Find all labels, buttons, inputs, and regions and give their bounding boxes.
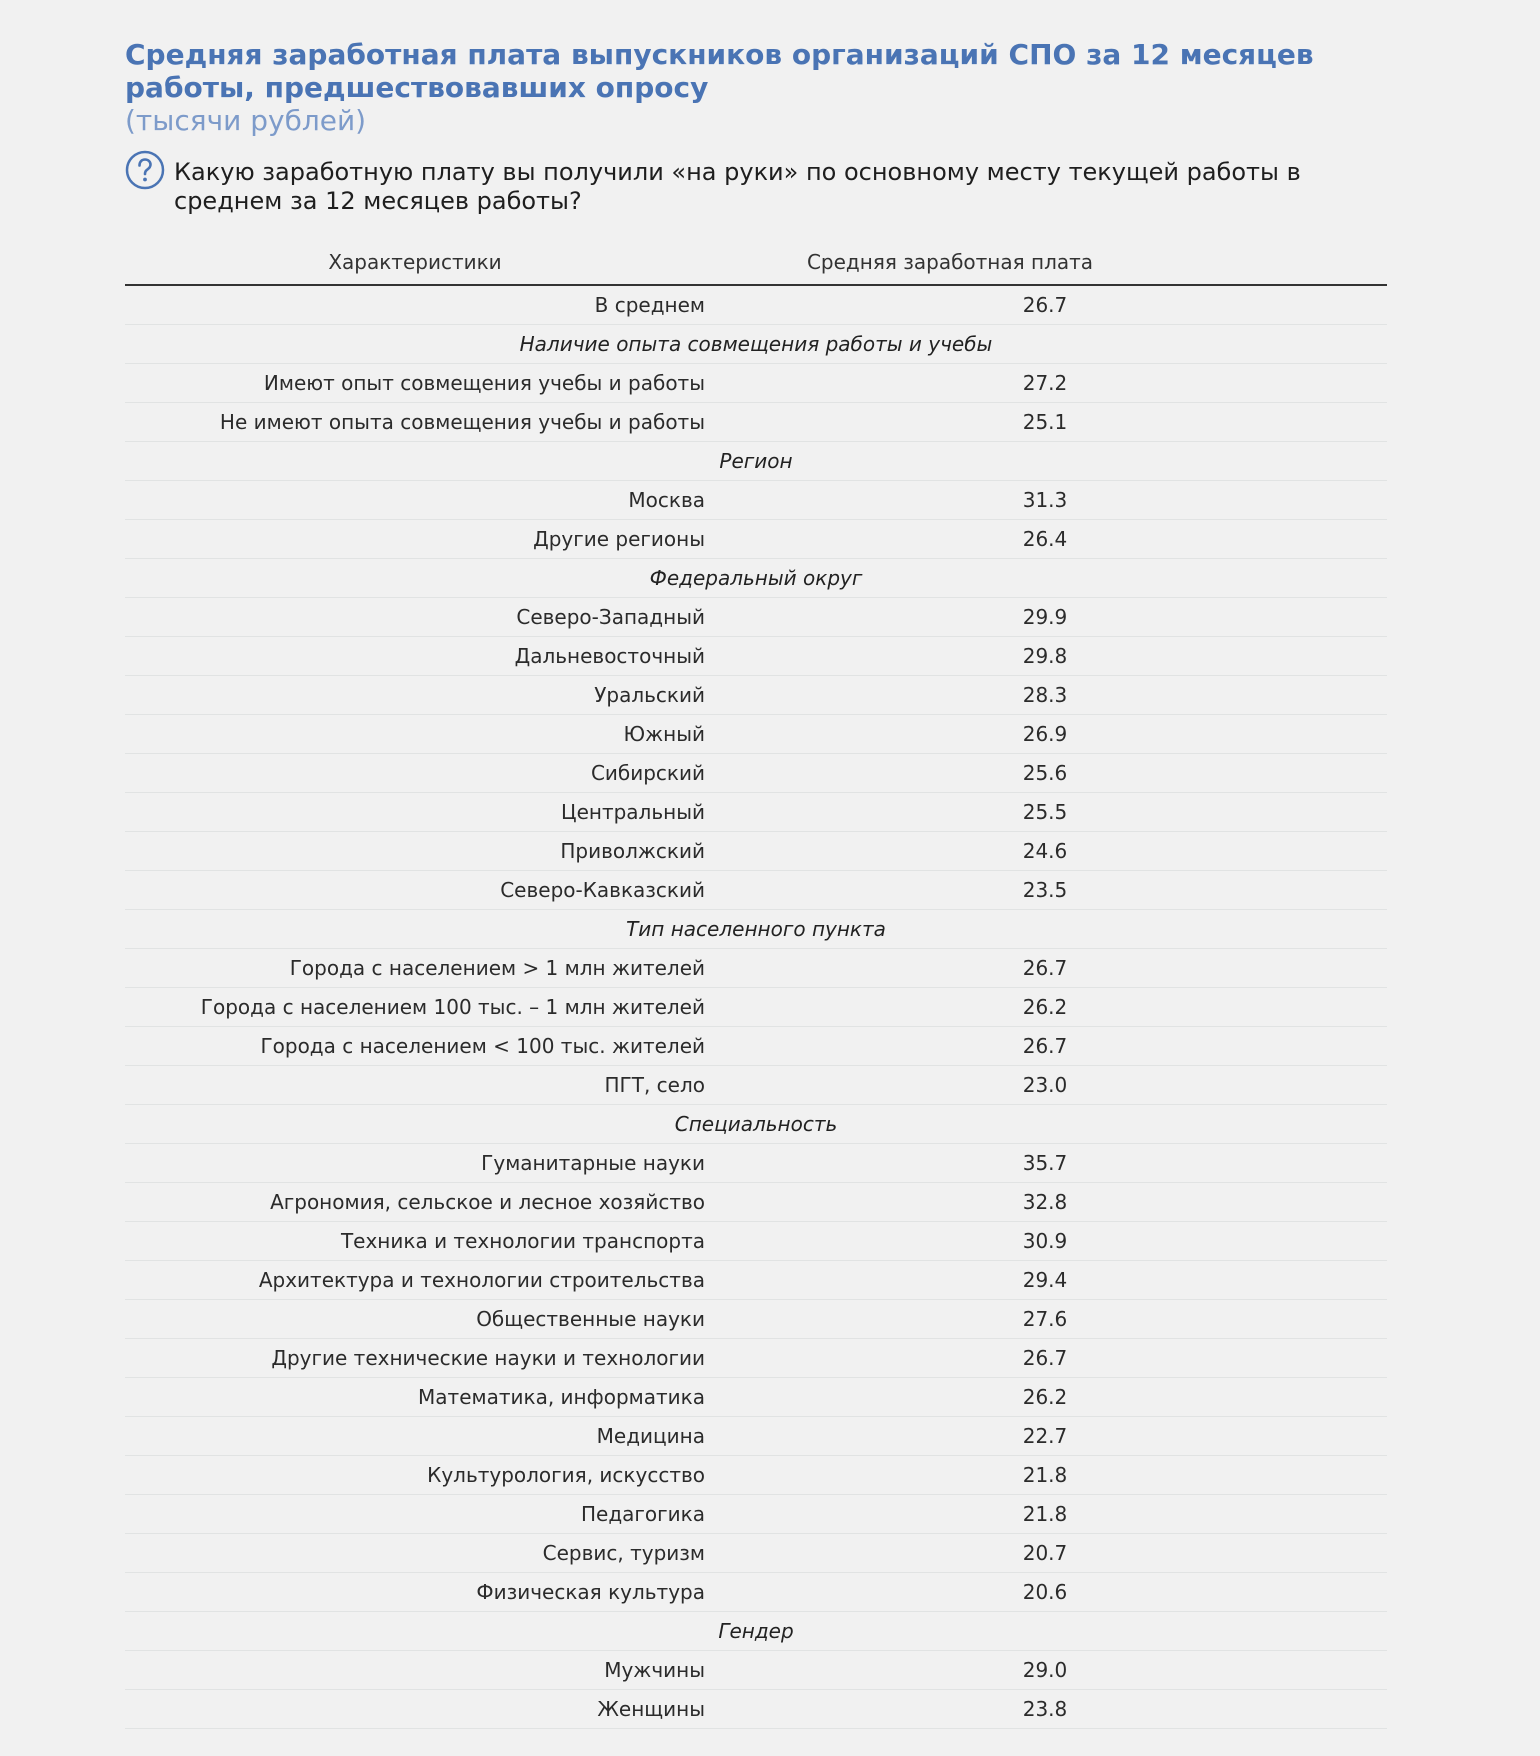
section-label: Гендер xyxy=(718,1619,794,1643)
table-row xyxy=(125,598,1387,637)
row-label: Города с населением > 1 млн жителей xyxy=(289,956,705,980)
row-value: 31.3 xyxy=(1022,488,1068,512)
row-value: 32.8 xyxy=(1022,1190,1068,1214)
row-label: Сервис, туризм xyxy=(542,1541,705,1565)
row-value: 24.6 xyxy=(1022,839,1068,863)
row-label: Центральный xyxy=(561,800,705,824)
table-body xyxy=(125,286,1387,1729)
table-row xyxy=(125,949,1387,988)
table-header xyxy=(125,244,1387,286)
table-row xyxy=(125,1495,1387,1534)
row-value: 20.7 xyxy=(1022,1541,1068,1565)
section-label: Регион xyxy=(719,449,793,473)
row-value: 27.2 xyxy=(1022,371,1068,395)
page-subtitle: (тысячи рублей) xyxy=(125,104,367,137)
table-row xyxy=(125,637,1387,676)
row-value: 29.9 xyxy=(1022,605,1068,629)
table-row xyxy=(125,1417,1387,1456)
row-value: 29.8 xyxy=(1022,644,1068,668)
section-label: Федеральный округ xyxy=(649,566,863,590)
survey-question: Какую заработную плату вы получили «на руки» по основному месту текущей работы в среднем за 12 месяцев работы? xyxy=(174,158,1301,215)
table-row xyxy=(125,1066,1387,1105)
row-label: Дальневосточный xyxy=(514,644,705,668)
row-value: 21.8 xyxy=(1022,1463,1068,1487)
table-row xyxy=(125,754,1387,793)
table-row xyxy=(125,871,1387,910)
header-salary: Средняя заработная плата xyxy=(806,250,1094,274)
table-row xyxy=(125,1144,1387,1183)
row-label: Приволжский xyxy=(560,839,705,863)
table-row xyxy=(125,832,1387,871)
row-label: Уральский xyxy=(594,683,705,707)
table-row xyxy=(125,988,1387,1027)
row-label: Другие технические науки и технологии xyxy=(271,1346,705,1370)
table-row xyxy=(125,286,1387,325)
section-label: Тип населенного пункта xyxy=(626,917,886,941)
row-label: Другие регионы xyxy=(533,527,705,551)
row-value: 23.8 xyxy=(1022,1697,1068,1721)
row-label: Техника и технологии транспорта xyxy=(340,1229,705,1253)
table-row xyxy=(125,1456,1387,1495)
row-label: Гуманитарные науки xyxy=(481,1151,705,1175)
row-value: 25.1 xyxy=(1022,410,1068,434)
row-value: 22.7 xyxy=(1022,1424,1068,1448)
section-label: Специальность xyxy=(674,1112,838,1136)
row-label: Архитектура и технологии строительства xyxy=(258,1268,705,1292)
row-value: 26.9 xyxy=(1022,722,1068,746)
table-row xyxy=(125,481,1387,520)
row-label: Имеют опыт совмещения учебы и работы xyxy=(263,371,705,395)
row-value: 26.2 xyxy=(1022,1385,1068,1409)
row-label: ПГТ, село xyxy=(604,1073,705,1097)
table-row xyxy=(125,1222,1387,1261)
table-row xyxy=(125,793,1387,832)
question-circle-icon xyxy=(125,150,165,190)
row-label: Культурология, искусство xyxy=(427,1463,705,1487)
table-row xyxy=(125,1651,1387,1690)
table-row xyxy=(125,1534,1387,1573)
row-label: Общественные науки xyxy=(476,1307,705,1331)
row-value: 27.6 xyxy=(1022,1307,1068,1331)
row-value: 23.5 xyxy=(1022,878,1068,902)
section-row xyxy=(125,325,1387,364)
table-row xyxy=(125,520,1387,559)
row-value: 35.7 xyxy=(1022,1151,1068,1175)
row-value: 26.2 xyxy=(1022,995,1068,1019)
table-row xyxy=(125,1378,1387,1417)
row-value: 25.5 xyxy=(1022,800,1068,824)
salary-table xyxy=(125,244,1387,1729)
row-label: Северо-Кавказский xyxy=(500,878,705,902)
row-label: В среднем xyxy=(594,293,705,317)
row-value: 26.7 xyxy=(1022,1346,1068,1370)
row-label: Медицина xyxy=(596,1424,705,1448)
table-row xyxy=(125,403,1387,442)
row-label: Физическая культура xyxy=(476,1580,705,1604)
table-row xyxy=(125,1027,1387,1066)
section-row xyxy=(125,442,1387,481)
section-row xyxy=(125,1612,1387,1651)
row-value: 29.0 xyxy=(1022,1658,1068,1682)
row-label: Математика, информатика xyxy=(418,1385,705,1409)
table-row xyxy=(125,1690,1387,1729)
row-label: Агрономия, сельское и лесное хозяйство xyxy=(270,1190,705,1214)
row-value: 30.9 xyxy=(1022,1229,1068,1253)
table-row xyxy=(125,1261,1387,1300)
table-row xyxy=(125,1300,1387,1339)
row-label: Мужчины xyxy=(604,1658,705,1682)
row-value: 20.6 xyxy=(1022,1580,1068,1604)
table-row xyxy=(125,1573,1387,1612)
row-value: 26.7 xyxy=(1022,293,1068,317)
table-row xyxy=(125,676,1387,715)
table-row xyxy=(125,1183,1387,1222)
row-label: Южный xyxy=(623,722,705,746)
row-value: 28.3 xyxy=(1022,683,1068,707)
section-row xyxy=(125,559,1387,598)
row-value: 26.7 xyxy=(1022,1034,1068,1058)
section-label: Наличие опыта совмещения работы и учебы xyxy=(519,332,993,356)
section-row xyxy=(125,910,1387,949)
row-value: 23.0 xyxy=(1022,1073,1068,1097)
row-label: Не имеют опыта совмещения учебы и работы xyxy=(219,410,705,434)
row-value: 26.7 xyxy=(1022,956,1068,980)
table-row xyxy=(125,364,1387,403)
row-value: 21.8 xyxy=(1022,1502,1068,1526)
row-label: Города с населением < 100 тыс. жителей xyxy=(260,1034,705,1058)
table-row xyxy=(125,715,1387,754)
row-label: Москва xyxy=(628,488,705,512)
row-label: Женщины xyxy=(597,1697,705,1721)
row-value: 26.4 xyxy=(1022,527,1068,551)
table-row xyxy=(125,1339,1387,1378)
row-value: 25.6 xyxy=(1022,761,1068,785)
row-label: Сибирский xyxy=(590,761,705,785)
section-row xyxy=(125,1105,1387,1144)
page-title: Средняя заработная плата выпускников организаций СПО за 12 месяцев работы, предшествовавших опросу xyxy=(125,38,1314,104)
row-value: 29.4 xyxy=(1022,1268,1068,1292)
header-characteristic: Характеристики xyxy=(328,250,502,274)
row-label: Северо-Западный xyxy=(516,605,705,629)
row-label: Города с населением 100 тыс. – 1 млн жителей xyxy=(200,995,705,1019)
row-label: Педагогика xyxy=(580,1502,705,1526)
